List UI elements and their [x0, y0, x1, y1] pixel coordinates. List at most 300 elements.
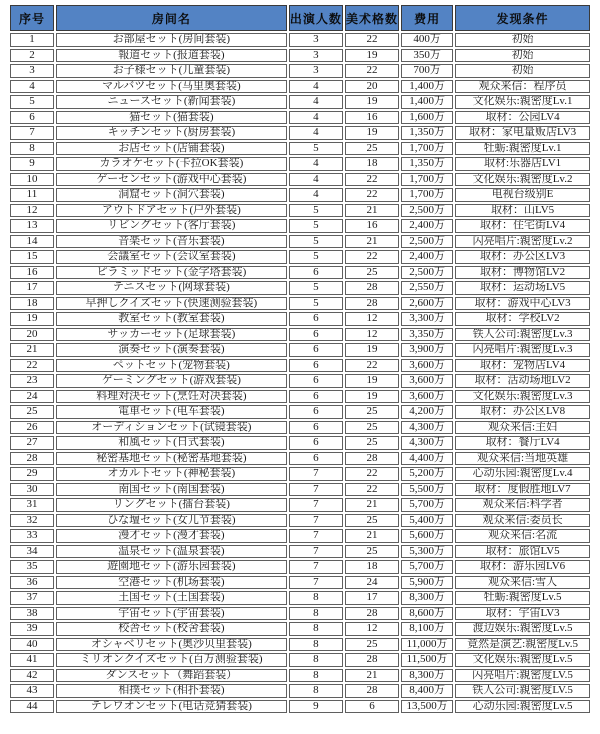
cell-no: 30: [10, 483, 54, 497]
cell-cost: 1,700万: [401, 173, 453, 187]
cell-discover-condition: 取材：运动场LV5: [455, 281, 590, 295]
table-row: [10, 95, 590, 109]
cell-discover-condition: 取材：山LV5: [455, 204, 590, 218]
table-row: [10, 700, 590, 714]
cell-cost: 5,300万: [401, 545, 453, 559]
cell-cost: 1,700万: [401, 188, 453, 202]
cell-room-name: キッチンセット(厨房套装): [56, 126, 287, 140]
cell-cost: 700万: [401, 64, 453, 78]
cell-no: 14: [10, 235, 54, 249]
cell-art-grids: 21: [345, 529, 399, 543]
cell-no: 3: [10, 64, 54, 78]
cell-cast-count: 6: [289, 328, 343, 342]
cell-discover-condition: 牡蛎:親密度Lv.1: [455, 142, 590, 156]
cell-cast-count: 5: [289, 281, 343, 295]
table-row: [10, 188, 590, 202]
cell-cost: 8,400万: [401, 684, 453, 698]
table-row: [10, 421, 590, 435]
cell-cast-count: 6: [289, 436, 343, 450]
cell-room-name: 報道セット(报道套装): [56, 49, 287, 63]
table-row: [10, 33, 590, 47]
cell-cost: 5,400万: [401, 514, 453, 528]
cell-cost: 2,500万: [401, 204, 453, 218]
column-header: 美术格数: [345, 5, 399, 31]
table-row: [10, 653, 590, 667]
cell-no: 4: [10, 80, 54, 94]
cell-no: 42: [10, 669, 54, 683]
cell-cast-count: 8: [289, 607, 343, 621]
cell-cost: 8,600万: [401, 607, 453, 621]
cell-cast-count: 7: [289, 545, 343, 559]
cell-room-name: 遊園地セット(游乐园套装): [56, 560, 287, 574]
table-row: [10, 235, 590, 249]
table-row: [10, 343, 590, 357]
table-row: [10, 312, 590, 326]
cell-art-grids: 17: [345, 591, 399, 605]
cell-no: 23: [10, 374, 54, 388]
cell-room-name: お子様セット(儿童套装): [56, 64, 287, 78]
cell-room-name: オーディションセット(试镜套装): [56, 421, 287, 435]
cell-no: 43: [10, 684, 54, 698]
cell-cost: 11,500万: [401, 653, 453, 667]
cell-no: 8: [10, 142, 54, 156]
cell-discover-condition: 闪亮唱片:親密度Lv.2: [455, 235, 590, 249]
cell-cast-count: 7: [289, 467, 343, 481]
cell-art-grids: 25: [345, 638, 399, 652]
cell-art-grids: 25: [345, 266, 399, 280]
cell-art-grids: 28: [345, 607, 399, 621]
cell-art-grids: 22: [345, 33, 399, 47]
cell-no: 37: [10, 591, 54, 605]
cell-discover-condition: 取材：宠物店LV4: [455, 359, 590, 373]
cell-cast-count: 5: [289, 235, 343, 249]
column-header: 费用: [401, 5, 453, 31]
cell-room-name: 秘密基地セット(秘密基地套装): [56, 452, 287, 466]
table-row: [10, 405, 590, 419]
cell-room-name: 相撲セット(相扑套装): [56, 684, 287, 698]
table-row: [10, 173, 590, 187]
table-row: [10, 591, 590, 605]
cell-cast-count: 6: [289, 374, 343, 388]
cell-no: 16: [10, 266, 54, 280]
cell-discover-condition: 取材：游戏中心LV3: [455, 297, 590, 311]
cell-cast-count: 3: [289, 33, 343, 47]
cell-cast-count: 7: [289, 560, 343, 574]
table-row: [10, 390, 590, 404]
cell-art-grids: 19: [345, 343, 399, 357]
cell-cost: 2,600万: [401, 297, 453, 311]
cell-discover-condition: 文化娱乐:親密度Lv.2: [455, 173, 590, 187]
table-row: [10, 328, 590, 342]
cell-cast-count: 7: [289, 498, 343, 512]
cell-cast-count: 3: [289, 64, 343, 78]
cell-art-grids: 12: [345, 328, 399, 342]
cell-room-name: オシャベリセット(奥沙贝里套装): [56, 638, 287, 652]
table-row: [10, 49, 590, 63]
cell-room-name: 教室セット(教室套装): [56, 312, 287, 326]
cell-cast-count: 6: [289, 390, 343, 404]
cell-cost: 3,900万: [401, 343, 453, 357]
table-row: [10, 452, 590, 466]
table-row: [10, 622, 590, 636]
cell-room-name: リビングセット(客厅套装): [56, 219, 287, 233]
table-row: [10, 669, 590, 683]
cell-no: 41: [10, 653, 54, 667]
cell-no: 1: [10, 33, 54, 47]
cell-cost: 3,600万: [401, 390, 453, 404]
cell-discover-condition: 文化娱乐:親密度Lv.3: [455, 390, 590, 404]
table-row: [10, 142, 590, 156]
cell-cast-count: 5: [289, 297, 343, 311]
cell-cost: 4,300万: [401, 436, 453, 450]
cell-cast-count: 4: [289, 80, 343, 94]
cell-no: 11: [10, 188, 54, 202]
cell-art-grids: 25: [345, 421, 399, 435]
cell-no: 5: [10, 95, 54, 109]
cell-art-grids: 22: [345, 173, 399, 187]
cell-room-name: ニュースセット(新闻套装): [56, 95, 287, 109]
cell-cost: 2,500万: [401, 266, 453, 280]
cell-cost: 2,400万: [401, 250, 453, 264]
cell-discover-condition: 取材：家电量贩店LV3: [455, 126, 590, 140]
cell-art-grids: 22: [345, 188, 399, 202]
cell-cost: 13,500万: [401, 700, 453, 714]
cell-cast-count: 6: [289, 405, 343, 419]
cell-discover-condition: 取材：活动场地LV2: [455, 374, 590, 388]
cell-cast-count: 6: [289, 421, 343, 435]
cell-cost: 2,500万: [401, 235, 453, 249]
cell-room-name: 王国セット(王国套装): [56, 591, 287, 605]
cell-cost: 8,300万: [401, 591, 453, 605]
table-row: [10, 545, 590, 559]
cell-room-name: リングセット(擂台套装): [56, 498, 287, 512]
cell-no: 21: [10, 343, 54, 357]
cell-no: 40: [10, 638, 54, 652]
cell-art-grids: 18: [345, 560, 399, 574]
cell-art-grids: 25: [345, 405, 399, 419]
table-row: [10, 204, 590, 218]
cell-art-grids: 22: [345, 483, 399, 497]
table-row: [10, 498, 590, 512]
cell-room-name: カラオケセット(卡拉OK套装): [56, 157, 287, 171]
cell-discover-condition: 渡边娱乐:親密度Lv.5: [455, 622, 590, 636]
cell-cost: 11,000万: [401, 638, 453, 652]
cell-discover-condition: 观众来信：程序员: [455, 80, 590, 94]
cell-no: 25: [10, 405, 54, 419]
cell-room-name: ダンスセット（舞蹈套装）: [56, 669, 287, 683]
cell-cast-count: 8: [289, 591, 343, 605]
cell-room-name: お店セット(店铺套装): [56, 142, 287, 156]
cell-art-grids: 19: [345, 374, 399, 388]
table-row: [10, 483, 590, 497]
column-header: 序号: [10, 5, 54, 31]
cell-room-name: 猫セット(猫套装): [56, 111, 287, 125]
cell-no: 31: [10, 498, 54, 512]
cell-discover-condition: 取材：学校LV2: [455, 312, 590, 326]
cell-discover-condition: 初始: [455, 33, 590, 47]
cell-room-name: 漫才セット(漫才套装): [56, 529, 287, 543]
cell-art-grids: 22: [345, 467, 399, 481]
cell-discover-condition: 铁人公司:親密度Lv.3: [455, 328, 590, 342]
cell-art-grids: 19: [345, 390, 399, 404]
cell-discover-condition: 取材：住宅街LV4: [455, 219, 590, 233]
table-row: [10, 529, 590, 543]
cell-cast-count: 6: [289, 266, 343, 280]
cell-art-grids: 25: [345, 436, 399, 450]
table-row: [10, 359, 590, 373]
cell-room-name: お部屋セット(房间套装): [56, 33, 287, 47]
cell-room-name: 演奏セット(演奏套装): [56, 343, 287, 357]
cell-art-grids: 25: [345, 514, 399, 528]
cell-no: 10: [10, 173, 54, 187]
cell-room-name: テニスセット(网球套装): [56, 281, 287, 295]
table-body: [10, 33, 590, 713]
cell-cast-count: 6: [289, 312, 343, 326]
table-row: [10, 126, 590, 140]
cell-room-name: アウトドアセット(户外套装): [56, 204, 287, 218]
cell-discover-condition: 文化娱乐:親密度Lv.1: [455, 95, 590, 109]
cell-room-name: ピラミッドセット(金字塔套装): [56, 266, 287, 280]
cell-room-name: 南国セット(南国套装): [56, 483, 287, 497]
cell-art-grids: 25: [345, 545, 399, 559]
cell-cost: 3,300万: [401, 312, 453, 326]
cell-room-name: 会議室セット(会议室套装): [56, 250, 287, 264]
cell-no: 7: [10, 126, 54, 140]
cell-room-name: 校舎セット(校舍套装): [56, 622, 287, 636]
cell-cost: 1,700万: [401, 142, 453, 156]
cell-cost: 1,600万: [401, 111, 453, 125]
cell-room-name: 宇宙セット(宇宙套装): [56, 607, 287, 621]
cell-discover-condition: 取材：餐厅LV4: [455, 436, 590, 450]
cell-discover-condition: 取材：办公区LV8: [455, 405, 590, 419]
cell-cost: 1,400万: [401, 80, 453, 94]
cell-cast-count: 6: [289, 359, 343, 373]
cell-cast-count: 4: [289, 157, 343, 171]
cell-discover-condition: 观众来信:主妇: [455, 421, 590, 435]
table-row: [10, 219, 590, 233]
cell-art-grids: 20: [345, 80, 399, 94]
cell-cast-count: 8: [289, 638, 343, 652]
cell-no: 36: [10, 576, 54, 590]
cell-cost: 350万: [401, 49, 453, 63]
cell-discover-condition: 牡蛎:親密度Lv.5: [455, 591, 590, 605]
cell-discover-condition: 闪亮唱片:親密度LV.5: [455, 669, 590, 683]
cell-art-grids: 19: [345, 49, 399, 63]
cell-cost: 2,400万: [401, 219, 453, 233]
table-row: [10, 560, 590, 574]
cell-room-name: テレワオンセット(电话竞猜套装): [56, 700, 287, 714]
cell-discover-condition: 铁人公司:親密度LV.5: [455, 684, 590, 698]
cell-art-grids: 18: [345, 157, 399, 171]
cell-no: 9: [10, 157, 54, 171]
cell-no: 6: [10, 111, 54, 125]
column-header: 房间名: [56, 5, 287, 31]
cell-no: 19: [10, 312, 54, 326]
cell-cost: 3,600万: [401, 374, 453, 388]
cell-cast-count: 5: [289, 250, 343, 264]
cell-room-name: 和風セット(日式套装): [56, 436, 287, 450]
room-set-table: [8, 3, 592, 715]
cell-discover-condition: 取材:乐器店LV1: [455, 157, 590, 171]
cell-no: 12: [10, 204, 54, 218]
cell-cast-count: 5: [289, 219, 343, 233]
cell-cost: 2,550万: [401, 281, 453, 295]
table-row: [10, 157, 590, 171]
cell-art-grids: 21: [345, 235, 399, 249]
cell-cast-count: 4: [289, 111, 343, 125]
cell-cast-count: 7: [289, 483, 343, 497]
cell-no: 33: [10, 529, 54, 543]
cell-art-grids: 28: [345, 653, 399, 667]
cell-cost: 3,600万: [401, 359, 453, 373]
table-row: [10, 111, 590, 125]
cell-discover-condition: 初始: [455, 49, 590, 63]
cell-cast-count: 4: [289, 173, 343, 187]
cell-no: 44: [10, 700, 54, 714]
cell-cost: 5,500万: [401, 483, 453, 497]
cell-art-grids: 19: [345, 126, 399, 140]
table-row: [10, 250, 590, 264]
cell-cost: 4,200万: [401, 405, 453, 419]
cell-art-grids: 16: [345, 219, 399, 233]
cell-discover-condition: 取材：博物馆LV2: [455, 266, 590, 280]
cell-no: 18: [10, 297, 54, 311]
cell-no: 29: [10, 467, 54, 481]
table-row: [10, 638, 590, 652]
cell-room-name: 温泉セット(温泉套装): [56, 545, 287, 559]
cell-discover-condition: 电视台级别E: [455, 188, 590, 202]
cell-discover-condition: 观众来信:委员长: [455, 514, 590, 528]
cell-no: 17: [10, 281, 54, 295]
cell-no: 32: [10, 514, 54, 528]
cell-discover-condition: 观众来信:雪人: [455, 576, 590, 590]
table-row: [10, 64, 590, 78]
cell-cost: 1,350万: [401, 126, 453, 140]
cell-discover-condition: 文化娱乐:親密度Lv.5: [455, 653, 590, 667]
cell-no: 24: [10, 390, 54, 404]
cell-art-grids: 12: [345, 312, 399, 326]
cell-room-name: 早押しクイズセット(快速测验套装): [56, 297, 287, 311]
table-row: [10, 514, 590, 528]
cell-art-grids: 28: [345, 281, 399, 295]
cell-no: 35: [10, 560, 54, 574]
cell-discover-condition: 取材：公园LV4: [455, 111, 590, 125]
table-row: [10, 436, 590, 450]
cell-room-name: ひな壇セット(女儿节套装): [56, 514, 287, 528]
cell-cast-count: 4: [289, 126, 343, 140]
cell-discover-condition: 竟然是演艺:親密度Lv.5: [455, 638, 590, 652]
cell-discover-condition: 观众来信:名流: [455, 529, 590, 543]
cell-room-name: 料理対決セット(烹饪对决套装): [56, 390, 287, 404]
cell-discover-condition: 取材：宇宙LV3: [455, 607, 590, 621]
cell-art-grids: 22: [345, 250, 399, 264]
table-row: [10, 266, 590, 280]
cell-art-grids: 12: [345, 622, 399, 636]
cell-cost: 8,100万: [401, 622, 453, 636]
table-row: [10, 467, 590, 481]
table-row: [10, 607, 590, 621]
cell-art-grids: 19: [345, 95, 399, 109]
cell-no: 22: [10, 359, 54, 373]
cell-cost: 1,350万: [401, 157, 453, 171]
cell-art-grids: 25: [345, 142, 399, 156]
cell-cast-count: 8: [289, 684, 343, 698]
cell-discover-condition: 取材：度假胜地LV7: [455, 483, 590, 497]
cell-art-grids: 28: [345, 452, 399, 466]
cell-cost: 400万: [401, 33, 453, 47]
table-header: [10, 5, 590, 31]
table-row: [10, 684, 590, 698]
cell-room-name: 音楽セット(音乐套装): [56, 235, 287, 249]
cell-cost: 8,300万: [401, 669, 453, 683]
cell-discover-condition: 闪亮唱片:親密度Lv.3: [455, 343, 590, 357]
cell-room-name: マルバツセット(马里奥套装): [56, 80, 287, 94]
cell-art-grids: 16: [345, 111, 399, 125]
cell-no: 34: [10, 545, 54, 559]
cell-cast-count: 7: [289, 529, 343, 543]
table-row: [10, 281, 590, 295]
cell-room-name: ミリオンクイズセット(百万测验套装): [56, 653, 287, 667]
cell-cast-count: 6: [289, 452, 343, 466]
cell-cost: 5,600万: [401, 529, 453, 543]
cell-discover-condition: 取材：游乐园LV6: [455, 560, 590, 574]
cell-no: 2: [10, 49, 54, 63]
cell-cast-count: 6: [289, 343, 343, 357]
cell-art-grids: 28: [345, 684, 399, 698]
cell-cast-count: 3: [289, 49, 343, 63]
cell-no: 39: [10, 622, 54, 636]
cell-art-grids: 22: [345, 359, 399, 373]
cell-no: 28: [10, 452, 54, 466]
cell-cast-count: 8: [289, 622, 343, 636]
cell-no: 26: [10, 421, 54, 435]
cell-art-grids: 6: [345, 700, 399, 714]
cell-cost: 5,200万: [401, 467, 453, 481]
cell-discover-condition: 取材：旅馆LV5: [455, 545, 590, 559]
cell-room-name: 空港セット(机场套装): [56, 576, 287, 590]
cell-cast-count: 9: [289, 700, 343, 714]
cell-cost: 4,400万: [401, 452, 453, 466]
cell-room-name: ゲーセンセット(游戏中心套装): [56, 173, 287, 187]
cell-art-grids: 21: [345, 669, 399, 683]
cell-discover-condition: 观众来信:当地英雄: [455, 452, 590, 466]
cell-art-grids: 22: [345, 64, 399, 78]
cell-art-grids: 21: [345, 204, 399, 218]
cell-no: 13: [10, 219, 54, 233]
cell-cost: 3,350万: [401, 328, 453, 342]
cell-cost: 4,300万: [401, 421, 453, 435]
cell-room-name: 電車セット(电车套装): [56, 405, 287, 419]
cell-no: 38: [10, 607, 54, 621]
cell-room-name: サッカーセット(足球套装): [56, 328, 287, 342]
cell-cast-count: 8: [289, 669, 343, 683]
cell-cost: 5,700万: [401, 560, 453, 574]
cell-room-name: ゲーミングセット(游戏套装): [56, 374, 287, 388]
header-row: [10, 5, 590, 31]
table-row: [10, 80, 590, 94]
cell-discover-condition: 心动乐园:親密度Lv.4: [455, 467, 590, 481]
cell-cast-count: 7: [289, 514, 343, 528]
cell-cast-count: 7: [289, 576, 343, 590]
cell-cast-count: 4: [289, 188, 343, 202]
cell-cost: 5,700万: [401, 498, 453, 512]
column-header: 出演人数: [289, 5, 343, 31]
cell-art-grids: 21: [345, 498, 399, 512]
cell-cost: 5,900万: [401, 576, 453, 590]
cell-discover-condition: 观众来信:科学者: [455, 498, 590, 512]
cell-room-name: オカルトセット(神秘套装): [56, 467, 287, 481]
cell-no: 20: [10, 328, 54, 342]
